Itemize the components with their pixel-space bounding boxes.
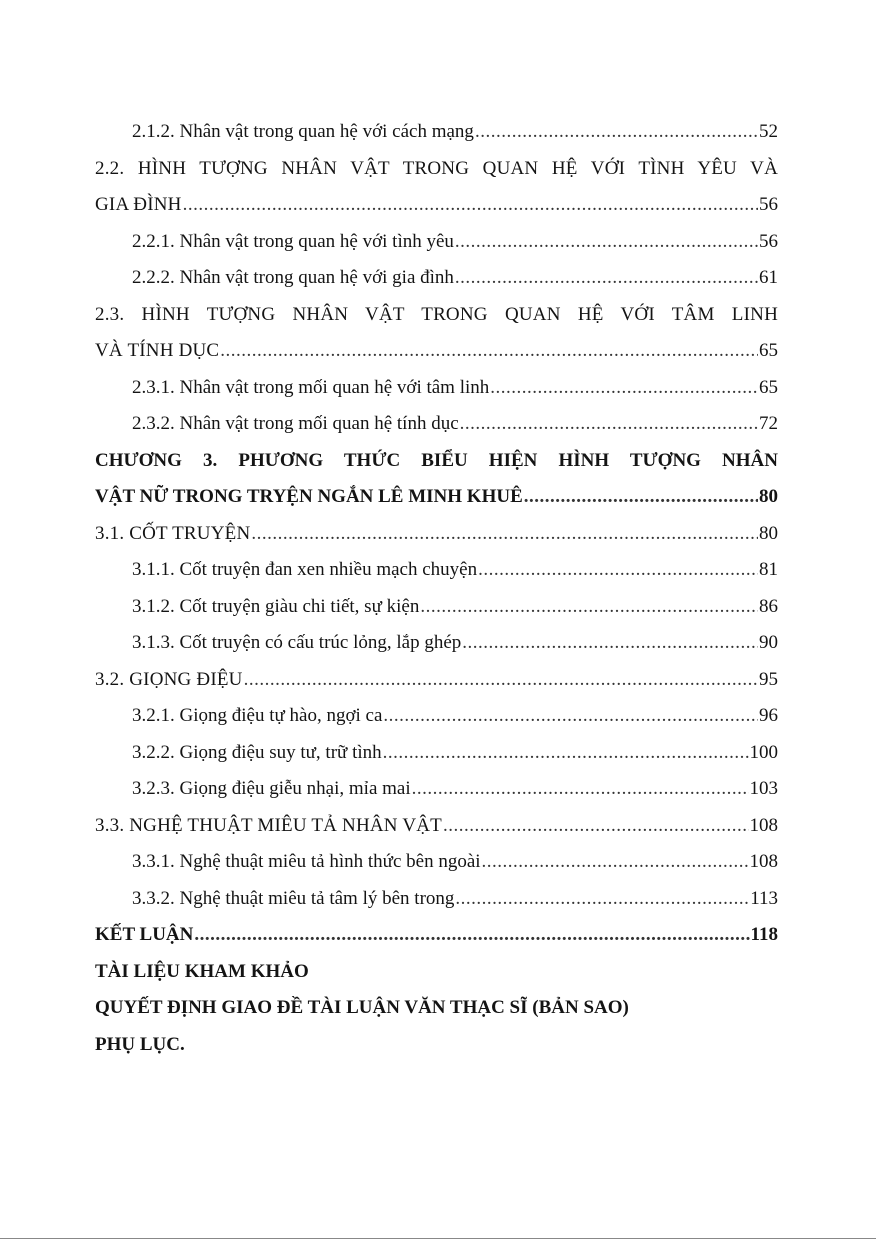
toc-appendix[interactable]	[95, 1027, 778, 1064]
toc-page-number: 113	[750, 887, 778, 909]
dot-leader	[460, 406, 758, 443]
toc-section-3-1[interactable]	[95, 516, 778, 553]
toc-page-number: 108	[749, 851, 778, 872]
dot-leader	[443, 808, 749, 845]
toc-entry-2-3-2[interactable]	[95, 406, 778, 443]
dot-leader	[412, 771, 749, 808]
table-of-contents	[95, 114, 778, 1063]
toc-page-number: 108	[749, 814, 778, 836]
toc-page-number: 65	[759, 376, 778, 398]
toc-page-number: 56	[759, 230, 778, 252]
dot-leader	[244, 662, 758, 699]
toc-section-2-3[interactable]	[95, 333, 778, 370]
dot-leader	[455, 260, 758, 297]
toc-entry-title: QUYẾT ĐỊNH GIAO ĐỀ TÀI LUẬN VĂN THẠC SĨ (BẢN SAO)	[95, 997, 629, 1018]
dot-leader	[490, 370, 758, 407]
toc-entry-title: 2.2.2. Nhân vật trong quan hệ với gia đình	[132, 267, 454, 288]
dot-leader	[220, 333, 758, 370]
toc-entry-title: 3.1.3. Cốt truyện có cấu trúc lỏng, lắp ghép	[132, 632, 462, 653]
toc-chapter-3[interactable]	[95, 479, 778, 516]
toc-page-number: 80	[759, 522, 778, 544]
toc-chapter-3-line1[interactable]: CHƯƠNG 3. PHƯƠNG THỨC BIỂU HIỆN HÌNH TƯỢNG NHÂN	[95, 449, 778, 471]
toc-entry-title: 3.2.2. Giọng điệu suy tư, trữ tình	[132, 741, 382, 763]
toc-entry-title: 3.2. GIỌNG ĐIỆU	[95, 668, 243, 690]
toc-entry-title: 3.3.1. Nghệ thuật miêu tả hình thức bên ngoài	[132, 851, 481, 872]
toc-entry-title: 3.1.1. Cốt truyện đan xen nhiều mạch chuyện	[132, 559, 478, 580]
toc-entry-3-2-3[interactable]	[95, 771, 778, 808]
toc-section-3-2[interactable]	[95, 662, 778, 699]
toc-entry-3-2-2[interactable]	[95, 735, 778, 772]
toc-page-number: 56	[759, 194, 778, 215]
toc-entry-2-2-2[interactable]	[95, 260, 778, 297]
toc-entry-2-3-1[interactable]	[95, 370, 778, 407]
toc-entry-title: 2.1.2. Nhân vật trong quan hệ với cách mạng	[132, 121, 474, 142]
toc-entry-title: 3.3. NGHỆ THUẬT MIÊU TẢ NHÂN VẬT	[95, 814, 442, 836]
dot-leader	[420, 589, 758, 626]
toc-page-number: 90	[759, 632, 778, 653]
toc-entry-3-1-1[interactable]	[95, 552, 778, 589]
dot-leader	[383, 735, 749, 772]
toc-page-number: 96	[759, 705, 778, 726]
toc-entry-title: TÀI LIỆU KHAM KHẢO	[95, 960, 309, 982]
toc-section-2-2-line1[interactable]: 2.2. HÌNH TƯỢNG NHÂN VẬT TRONG QUAN HỆ VỚI TÌNH YÊU VÀ	[95, 157, 778, 179]
toc-entry-title: 3.2.1. Giọng điệu tự hào, ngợi ca	[132, 705, 383, 726]
toc-conclusion[interactable]	[95, 917, 778, 954]
toc-page-number: 52	[759, 121, 778, 142]
toc-page-number: 100	[749, 741, 778, 763]
dot-leader	[183, 187, 758, 224]
toc-entry-3-1-2[interactable]	[95, 589, 778, 626]
toc-section-3-3[interactable]	[95, 808, 778, 845]
toc-entry-3-3-1[interactable]	[95, 844, 778, 881]
toc-entry-title: GIA ĐÌNH	[95, 194, 182, 215]
toc-entry-2-1-2[interactable]	[95, 114, 778, 151]
toc-page-number: 81	[759, 559, 778, 580]
toc-page-number: 80	[759, 486, 778, 507]
toc-entry-title: 3.1.2. Cốt truyện giàu chi tiết, sự kiện	[132, 595, 420, 617]
toc-entry-title: PHỤ LỤC.	[95, 1033, 185, 1055]
toc-entry-title: 2.3.1. Nhân vật trong mối quan hệ với tâm linh	[132, 376, 490, 398]
toc-entry-title: 3.2.3. Giọng điệu giễu nhại, mỉa mai	[132, 778, 411, 799]
toc-page-number: 72	[759, 413, 778, 434]
toc-section-2-2[interactable]	[95, 187, 778, 224]
toc-entry-title: 3.1. CỐT TRUYỆN	[95, 522, 251, 544]
toc-entry-title: KẾT LUẬN	[95, 924, 194, 945]
page-bottom-edge	[0, 1238, 876, 1239]
dot-leader	[478, 552, 758, 589]
toc-decision[interactable]	[95, 990, 778, 1027]
dot-leader	[524, 479, 758, 516]
toc-entry-title: 2.2.1. Nhân vật trong quan hệ với tình yêu	[132, 230, 454, 252]
dot-leader	[462, 625, 758, 662]
toc-page-number: 103	[749, 778, 778, 799]
toc-page-number: 61	[759, 267, 778, 288]
dot-leader	[482, 844, 749, 881]
dot-leader	[251, 516, 758, 553]
toc-page-number: 95	[759, 668, 778, 690]
toc-entry-2-2-1[interactable]	[95, 224, 778, 261]
toc-references[interactable]	[95, 954, 778, 991]
toc-section-2-3-line1[interactable]: 2.3. HÌNH TƯỢNG NHÂN VẬT TRONG QUAN HỆ VỚI TÂM LINH	[95, 303, 778, 325]
dot-leader	[194, 917, 749, 954]
toc-page-number: 118	[750, 924, 778, 945]
toc-entry-3-2-1[interactable]	[95, 698, 778, 735]
toc-entry-3-3-2[interactable]	[95, 881, 778, 918]
toc-entry-title: VẬT NỮ TRONG TRYỆN NGẮN LÊ MINH KHUÊ	[95, 486, 523, 507]
dot-leader	[455, 881, 749, 918]
toc-entry-3-1-3[interactable]	[95, 625, 778, 662]
toc-entry-title: 2.3.2. Nhân vật trong mối quan hệ tính dục	[132, 413, 459, 434]
toc-page-number: 86	[759, 595, 778, 617]
dot-leader	[455, 224, 758, 261]
toc-entry-title: VÀ TÍNH DỤC	[95, 340, 220, 361]
dot-leader	[383, 698, 758, 735]
toc-entry-title: 3.3.2. Nghệ thuật miêu tả tâm lý bên trong	[132, 887, 455, 909]
toc-page-number: 65	[759, 340, 778, 361]
dot-leader	[475, 114, 758, 151]
